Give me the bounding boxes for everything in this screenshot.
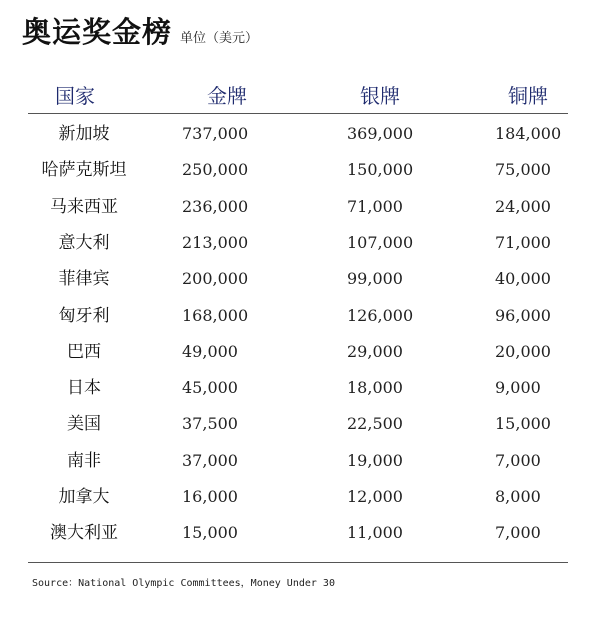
header-divider [28, 113, 568, 114]
table-cell-silver: 71,000 [347, 197, 403, 216]
table-cell-country: 马来西亚 [50, 197, 118, 217]
table-cell-bronze: 20,000 [495, 342, 551, 361]
table-cell-silver: 19,000 [347, 451, 403, 470]
table-cell-silver: 99,000 [347, 269, 403, 288]
table-cell-country: 美国 [67, 414, 101, 434]
table-cell-silver: 150,000 [347, 160, 414, 179]
table-cell-bronze: 9,000 [495, 378, 541, 397]
table-cell-gold: 213,000 [182, 233, 249, 252]
table-cell-gold: 737,000 [182, 124, 249, 143]
table-cell-bronze: 71,000 [495, 233, 551, 252]
table-cell-country: 哈萨克斯坦 [41, 160, 127, 180]
table-cell-country: 南非 [67, 451, 101, 471]
table-cell-silver: 29,000 [347, 342, 403, 361]
column-header-silver: 银牌 [360, 84, 400, 108]
unit-label: 单位（美元） [180, 31, 259, 46]
table-cell-country: 澳大利亚 [50, 523, 118, 543]
table-cell-silver: 11,000 [347, 523, 403, 542]
table-cell-country: 新加坡 [58, 124, 110, 144]
table-cell-bronze: 7,000 [495, 451, 541, 470]
table-cell-gold: 200,000 [182, 269, 249, 288]
table-cell-silver: 107,000 [347, 233, 414, 252]
table-cell-silver: 369,000 [347, 124, 414, 143]
table-cell-gold: 49,000 [182, 342, 238, 361]
table-cell-gold: 250,000 [182, 160, 249, 179]
table-cell-gold: 16,000 [182, 487, 238, 506]
table-cell-bronze: 96,000 [495, 306, 551, 325]
table-cell-silver: 12,000 [347, 487, 403, 506]
table-header [22, 10, 258, 56]
table-cell-bronze: 184,000 [495, 124, 562, 143]
table-cell-bronze: 75,000 [495, 160, 551, 179]
table-title: 奥运奖金榜 [22, 15, 173, 49]
table-cell-bronze: 7,000 [495, 523, 541, 542]
table-cell-silver: 18,000 [347, 378, 403, 397]
table-cell-country: 意大利 [58, 233, 110, 253]
table-cell-silver: 22,500 [347, 414, 403, 433]
table-cell-silver: 126,000 [347, 306, 414, 325]
table-cell-bronze: 40,000 [495, 269, 551, 288]
column-header-gold: 金牌 [207, 84, 247, 108]
table-cell-bronze: 24,000 [495, 197, 551, 216]
source-note: Source：National Olympic Committees，Money Under 30 [32, 578, 335, 589]
table-cell-bronze: 15,000 [495, 414, 551, 433]
table-cell-gold: 37,500 [182, 414, 238, 433]
table-cell-gold: 37,000 [182, 451, 238, 470]
table-cell-gold: 236,000 [182, 197, 249, 216]
table-cell-country: 日本 [67, 378, 101, 398]
table-cell-bronze: 8,000 [495, 487, 541, 506]
footer-divider [28, 562, 568, 563]
column-header-country: 国家 [55, 84, 95, 108]
column-header-bronze: 铜牌 [508, 84, 548, 108]
table-cell-gold: 15,000 [182, 523, 238, 542]
table-cell-gold: 45,000 [182, 378, 238, 397]
table-cell-country: 巴西 [67, 342, 101, 362]
table-cell-gold: 168,000 [182, 306, 249, 325]
table-cell-country: 匈牙利 [58, 306, 110, 326]
table-cell-country: 菲律宾 [58, 269, 110, 289]
table-cell-country: 加拿大 [58, 487, 110, 507]
